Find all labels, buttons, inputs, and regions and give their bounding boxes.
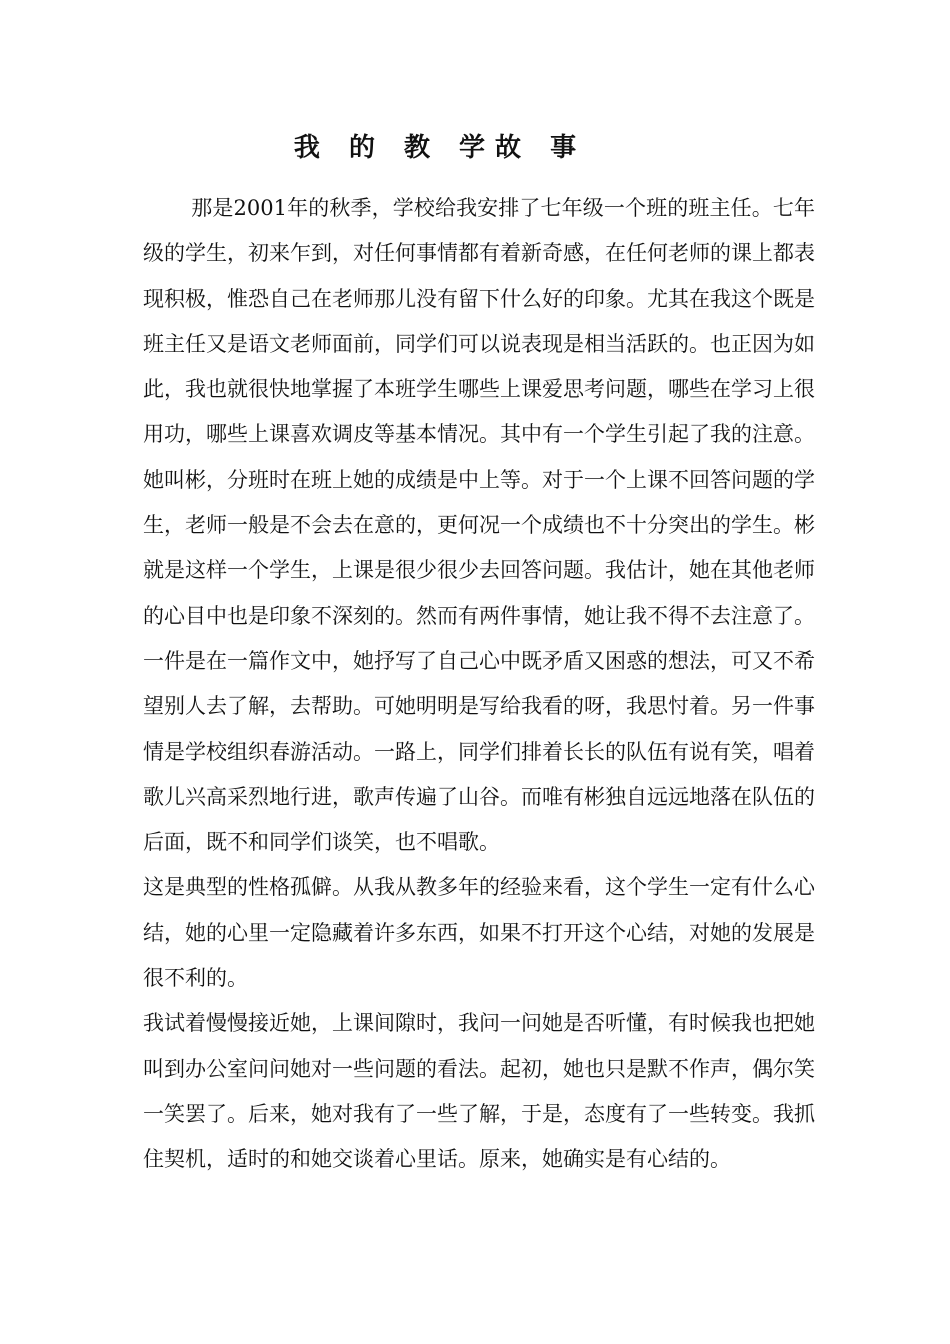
article-body xyxy=(143,186,815,1183)
paragraph-2: 这是典型的性格孤僻。从我从教多年的经验来看，这个学生一定有什么心结，她的心里一定隐藏着许多东西，如果不打开这个心结，对她的发展是很不利的。 xyxy=(143,875,815,991)
paragraph-1: 那是2001年的秋季，学校给我安排了七年级一个班的班主任。七年级的学生，初来乍到，对任何事情都有着新奇感，在任何老师的课上都表现积极，惟恐自己在老师那儿没有留下什么好的印象。尤其在我这个既是班主任又是语文老师面前，同学们可以说表现是相当活跃的。也正因为如此，我也就很快地掌握了本班学生哪些上课爱思考问题，哪些在学习上很用功，哪些上课喜欢调皮等基本情况。其中有一个学生引起了我的注意。她叫彬，分班时在班上她的成绩是中上等。对于一个上课不回答问题的学生，老师一般是不会去在意的，更何况一个成绩也不十分突出的学生。彬就是这样一个学生，上课是很少很少去回答问题。我估计，她在其他老师的心目中也是印象不深刻的。然而有两件事情，她让我不得不去注意了。一件是在一篇作文中，她抒写了自己心中既矛盾又困惑的想法，可又不希望别人去了解，去帮助。可她明明是写给我看的呀，我思忖着。另一件事情是学校组织春游活动。一路上，同学们排着长长的队伍有说有笑，唱着歌儿兴高采烈地行进，歌声传遍了山谷。而唯有彬独自远远地落在队伍的后面，既不和同学们谈笑，也不唱歌。 xyxy=(143,196,815,855)
paragraph-3: 我试着慢慢接近她，上课间隙时，我问一问她是否听懂，有时候我也把她叫到办公室问问她对一些问题的看法。起初，她也只是默不作声，偶尔笑一笑罢了。后来，她对我有了一些了解，于是，态度有了一些转变。我抓住契机，适时的和她交谈着心里话。原来，她确实是有心结的。 xyxy=(143,1011,815,1172)
page-title: 我 的 教 学故 事 xyxy=(293,133,587,163)
